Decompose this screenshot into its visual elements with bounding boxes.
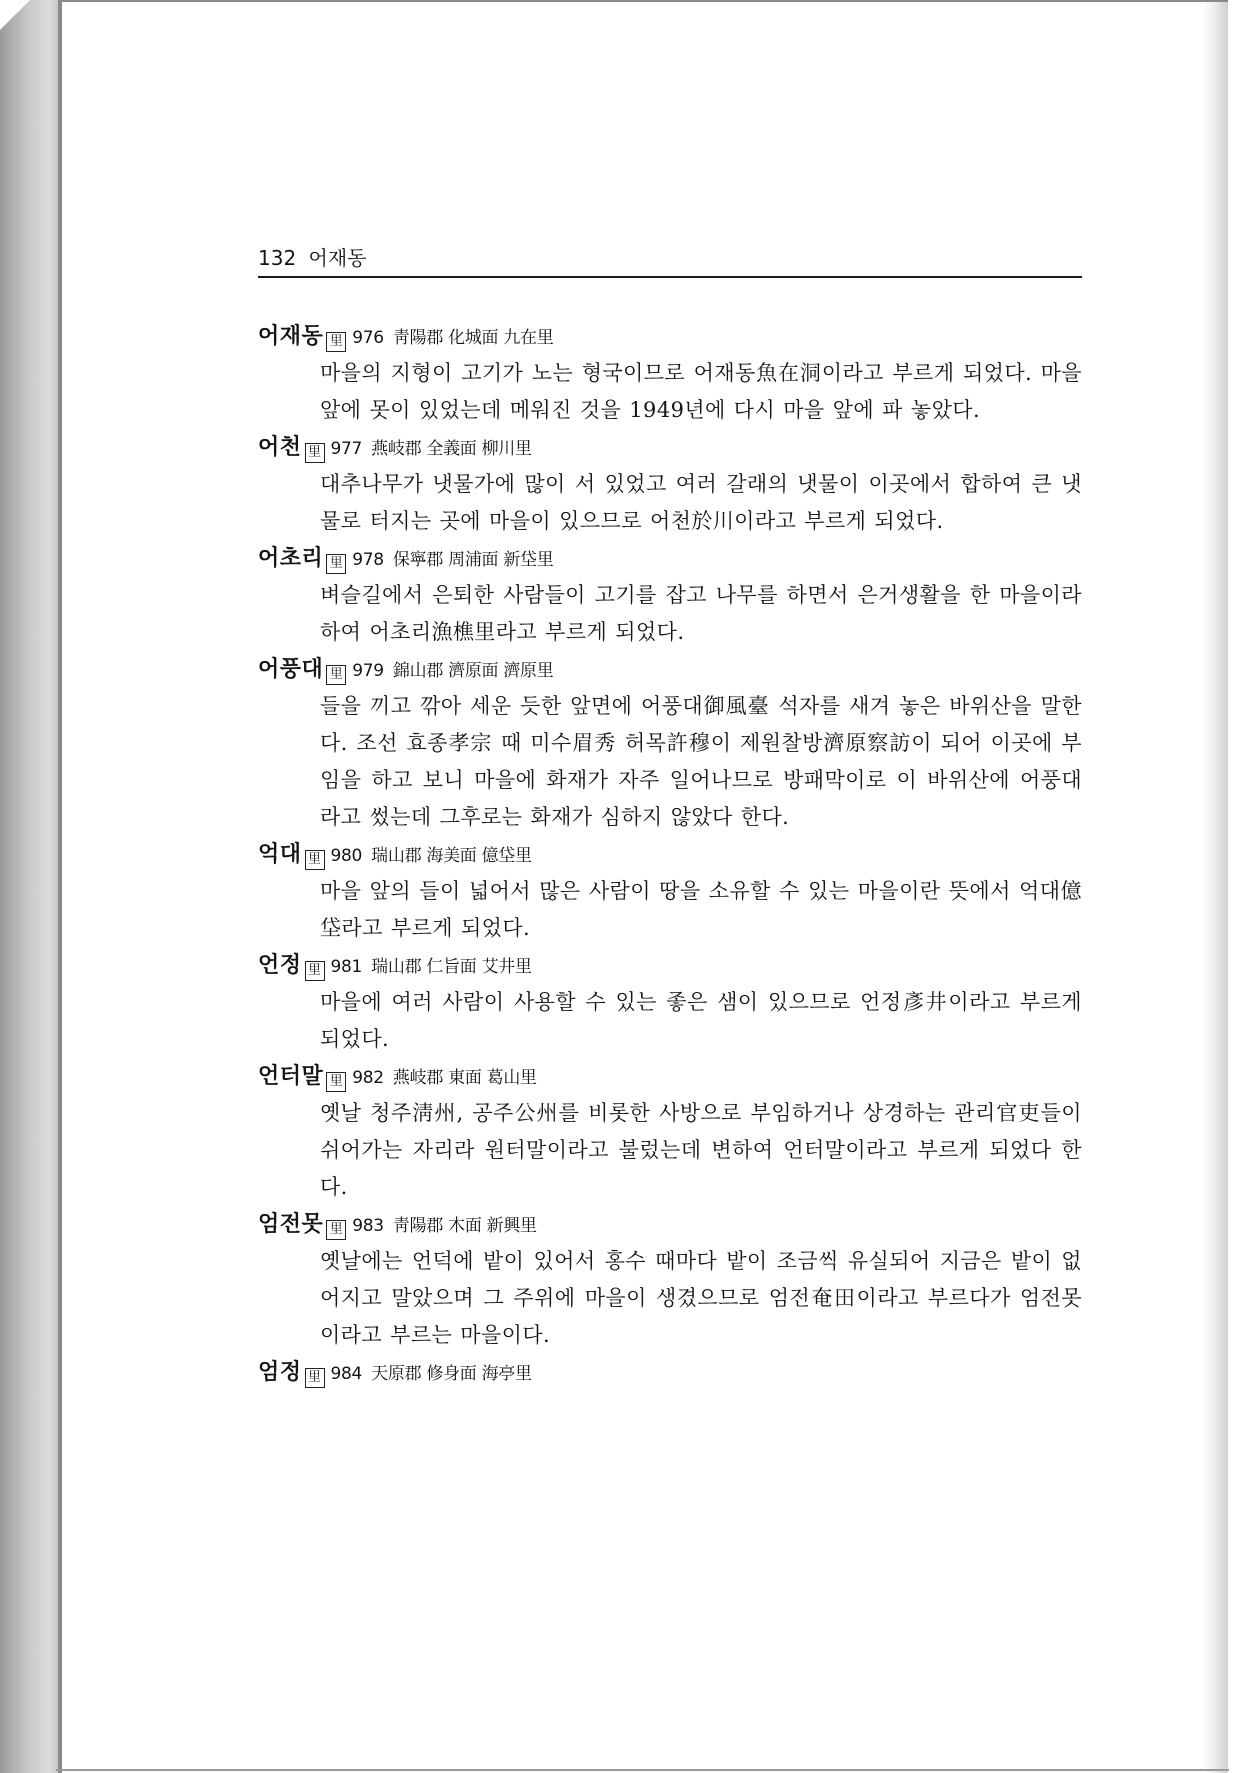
entry-text: 마을의 지형이 고기가 노는 형국이므로 어재동魚在洞이라고 부르게 되었다. 마을 앞에 못이 있었는데 메워진 것을 1949년에 다시 마을 앞에 파 놓았다. — [320, 361, 1082, 422]
entry — [258, 540, 1082, 651]
entry-number: 980 — [330, 846, 363, 866]
entry-head — [258, 429, 1082, 466]
entry-headword: 언정 — [258, 953, 302, 978]
entry-text: 대추나무가 냇물가에 많이 서 있었고 여러 갈래의 냇물이 이곳에서 합하여 큰 냇물로 터지는 곳에 마을이 있으므로 어천於川이라고 부르게 되었다. — [320, 472, 1082, 533]
entry-headword: 언터말 — [258, 1064, 324, 1089]
entry-text: 벼슬길에서 은퇴한 사람들이 고기를 잡고 나무를 하면서 은거생활을 한 마을이라 하여 어초리漁樵里라고 부르게 되었다. — [320, 583, 1082, 644]
entry — [258, 1058, 1082, 1206]
village-mark-icon: 里 — [305, 850, 325, 870]
entry-head — [258, 540, 1082, 577]
entry-head — [258, 836, 1082, 873]
entry-number: 976 — [352, 328, 384, 348]
entry-text: 들을 끼고 깎아 세운 듯한 앞면에 어풍대御風臺 석자를 새겨 놓은 바위산을 말한다. 조선 효종孝宗 때 미수眉秀 허목許穆이 제원찰방濟原察訪이 되어 이곳에 부임을 하고 보니 마을에 화재가 자주 일어나므로 방패막이로 이 바위산에 어풍대라고 썼는데 그후로는 화재가 심하지 않았다 한다. — [320, 694, 1082, 829]
entry-text: 옛날에는 언덕에 밭이 있어서 홍수 때마다 밭이 조금씩 유실되어 지금은 밭이 없어지고 말았으며 그 주위에 마을이 생겼으므로 엄전奄田이라고 부르다가 엄전못이라고 부르는 마을이다. — [320, 1249, 1082, 1347]
village-mark-icon: 里 — [326, 554, 346, 574]
entry-text: 마을에 여러 사람이 사용할 수 있는 좋은 샘이 있으므로 언정彥井이라고 부르게 되었다. — [320, 990, 1082, 1051]
village-mark-icon: 里 — [326, 665, 346, 685]
entry-headword: 엄정 — [258, 1360, 302, 1385]
page-shadow — [1203, 2, 1228, 1773]
entry — [258, 318, 1082, 429]
entry-headword: 어풍대 — [258, 657, 324, 682]
village-mark-icon: 里 — [326, 1072, 346, 1092]
entry-location: 燕岐郡 全義面 柳川里 — [371, 439, 532, 459]
entry — [258, 947, 1082, 1058]
village-mark-icon: 里 — [305, 961, 325, 981]
entry — [258, 836, 1082, 947]
village-mark-icon: 里 — [326, 1220, 346, 1240]
entry-number: 981 — [330, 957, 363, 977]
entry-location: 錦山郡 濟原面 濟原里 — [392, 661, 554, 681]
entry-head — [258, 651, 1082, 688]
book-edge — [0, 0, 62, 1773]
entry-headword: 억대 — [258, 842, 302, 867]
entry-number: 984 — [330, 1364, 363, 1384]
page-number: 132 — [258, 246, 297, 270]
village-mark-icon: 里 — [305, 443, 325, 463]
running-header — [258, 240, 1082, 278]
entry-text: 마을 앞의 들이 넓어서 많은 사람이 땅을 소유할 수 있는 마을이란 뜻에서 억대億垈라고 부르게 되었다. — [320, 879, 1082, 940]
entry-location: 靑陽郡 化城面 九在里 — [392, 328, 554, 348]
entry-headword: 엄전못 — [258, 1212, 324, 1237]
entry — [258, 1354, 1082, 1391]
dictionary-entries — [258, 318, 1082, 1391]
entry — [258, 1206, 1082, 1354]
entry — [258, 651, 1082, 836]
entry-number: 977 — [330, 439, 363, 459]
entry-head — [258, 1354, 1082, 1391]
entry-location: 燕岐郡 東面 葛山里 — [392, 1068, 537, 1088]
entry-number: 982 — [352, 1068, 384, 1088]
entry-head — [258, 1058, 1082, 1095]
entry-head — [258, 947, 1082, 984]
entry-location: 天原郡 修身面 海亭里 — [371, 1364, 532, 1384]
entry-number: 978 — [352, 550, 384, 570]
page-bottom-edge — [56, 1769, 1229, 1771]
running-head-title: 어재동 — [308, 246, 367, 270]
entry-headword: 어재동 — [258, 324, 324, 349]
entry-location: 瑞山郡 海美面 億垈里 — [371, 846, 532, 866]
entry-location: 瑞山郡 仁旨面 艾井里 — [371, 957, 532, 977]
entry-head — [258, 318, 1082, 355]
entry-headword: 어초리 — [258, 546, 324, 571]
entry-location: 保寧郡 周浦面 新垈里 — [392, 550, 554, 570]
entry — [258, 429, 1082, 540]
entry-number: 983 — [352, 1216, 384, 1236]
entry-number: 979 — [352, 661, 384, 681]
entry-text: 옛날 청주淸州, 공주公州를 비롯한 사방으로 부임하거나 상경하는 관리官吏들이 쉬어가는 자리라 원터말이라고 불렀는데 변하여 언터말이라고 부르게 되었다 한다. — [320, 1101, 1082, 1199]
entry-location: 靑陽郡 木面 新興里 — [392, 1216, 537, 1236]
village-mark-icon: 里 — [305, 1368, 325, 1388]
village-mark-icon: 里 — [326, 332, 346, 352]
entry-headword: 어천 — [258, 435, 302, 460]
entry-head — [258, 1206, 1082, 1243]
